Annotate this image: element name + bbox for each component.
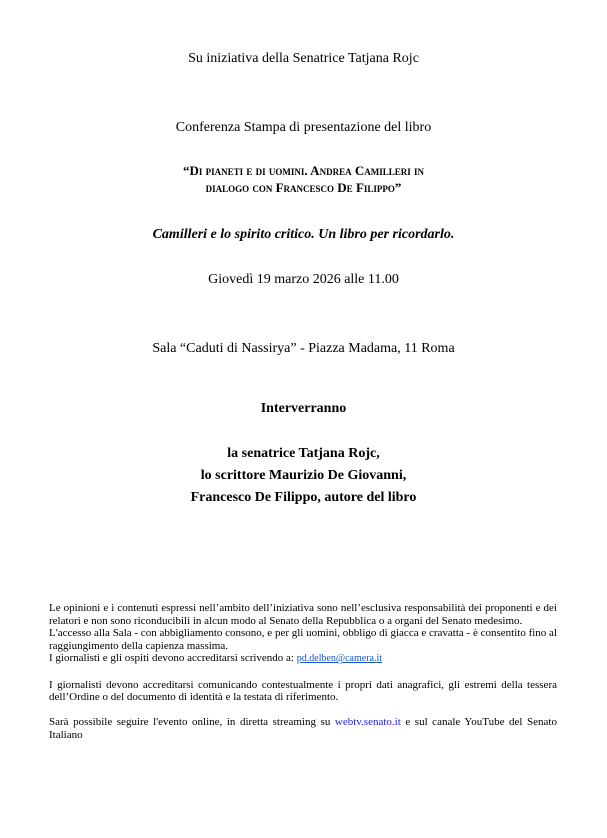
disclaimer: Le opinioni e i contenuti espressi nell’ambito dell’iniziativa sono nell’esclusiva responsabilità dei proponenti e dei relatori e non sono riconducibili in alcun modo al Senato della Repubblica o a organi del Senato medesimo. — [49, 602, 557, 627]
webtv-link[interactable]: webtv.senato.it — [334, 716, 401, 729]
event-type: Conferenza Stampa di presentazione del libro — [175, 120, 432, 135]
footer-notes — [49, 602, 557, 742]
event-venue: Sala “Caduti di Nassirya” - Piazza Madama, 11 Roma — [152, 341, 455, 356]
book-title-line1: “Di pianeti e di uomini. Andrea Camilleri in — [183, 163, 424, 178]
speaker: Francesco De Filippo, autore del libro — [190, 490, 417, 505]
accredit-note: I giornalisti e gli ospiti devono accreditarsi scrivendo a: pd.delben@camera.it — [49, 652, 383, 665]
streaming-note: Sarà possibile seguire l'evento online, in diretta streaming su webtv.senato.it e sul canale YouTube del Senato Italiano — [49, 716, 557, 741]
book-title-line2: dialogo con Francesco De Filippo” — [205, 180, 402, 195]
journalists-note: I giornalisti devono accreditarsi comunicando contestualmente i propri dati anagrafici, gli estremi della tessera dell’Ordine o del documento di identità e la testata di riferimento. — [49, 678, 557, 704]
event-date: Giovedì 19 marzo 2026 alle 11.00 — [208, 272, 399, 287]
speaker: la senatrice Tatjana Rojc, — [227, 446, 380, 461]
access-note: L'accesso alla Sala - con abbigliamento consono, e per gli uomini, obbligo di giacca e cravatta - è consentito fino al raggiungimento della capienza massima. — [49, 627, 557, 652]
speakers-heading: Interverranno — [260, 401, 347, 416]
email-link[interactable]: pd.delben@camera.it — [296, 653, 383, 665]
speaker: lo scrittore Maurizio De Giovanni, — [200, 468, 407, 483]
initiative-line: Su iniziativa della Senatrice Tatjana Rojc — [188, 51, 419, 66]
subtitle: Camilleri e lo spirito critico. Un libro per ricordarlo. — [152, 227, 455, 242]
